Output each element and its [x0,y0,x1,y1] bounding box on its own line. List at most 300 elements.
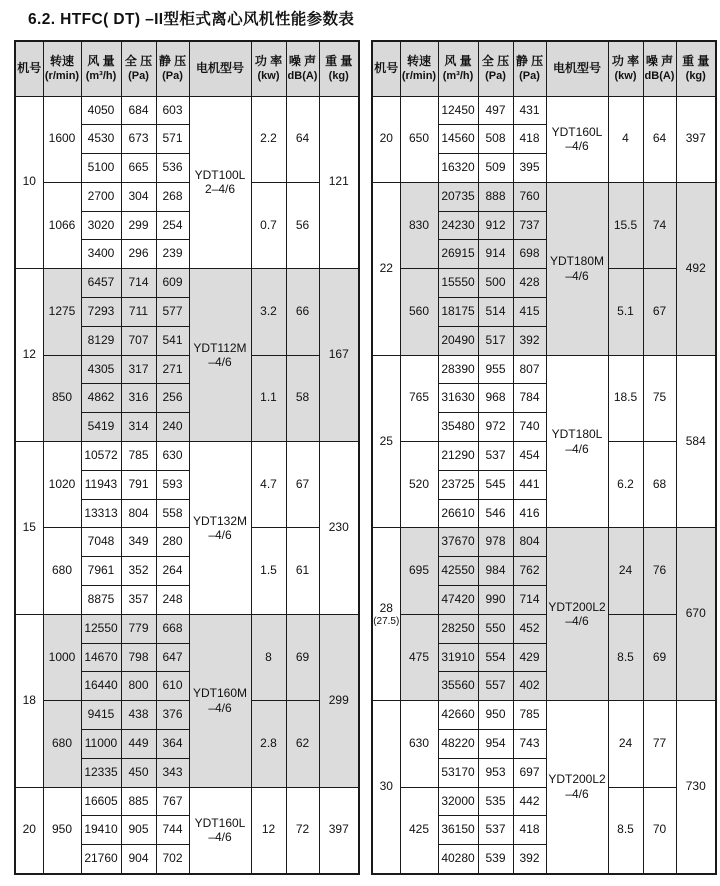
cell-noise: 70 [643,787,676,873]
cell-total-pressure: 791 [121,470,156,499]
cell-total-pressure: 978 [478,528,513,557]
cell-static-pressure: 239 [156,240,189,269]
column-header-airflow [81,41,121,96]
column-header-line2: (m³/h) [442,69,474,82]
cell-weight: 584 [676,355,716,528]
cell-static-pressure: 744 [156,816,189,845]
machine-no: 30 [379,778,393,793]
cell-airflow: 53170 [438,758,478,787]
cell-total-pressure: 539 [478,845,513,874]
cell-airflow: 16440 [81,672,121,701]
cell-power: 24 [608,528,643,614]
cell-total-pressure: 707 [121,326,156,355]
cell-speed: 1275 [43,269,81,355]
cell-noise: 68 [643,442,676,528]
table-row [15,269,359,298]
table-row [15,442,359,471]
cell-power: 4 [608,96,643,182]
cell-machine-no [15,96,43,269]
column-header-line1: 全 压 [124,54,153,69]
cell-total-pressure: 800 [121,672,156,701]
cell-total-pressure: 450 [121,758,156,787]
cell-static-pressure: 254 [156,211,189,240]
cell-static-pressure: 743 [513,730,546,759]
motor-model-line: –4/6 [208,527,232,542]
cell-static-pressure: 418 [513,125,546,154]
cell-airflow: 20490 [438,326,478,355]
column-header-line2: (Pa) [485,69,506,82]
cell-total-pressure: 984 [478,557,513,586]
cell-static-pressure: 452 [513,614,546,643]
column-header-line2: (kg) [328,69,349,82]
motor-model-line: YDT160L [551,124,603,139]
motor-model-line: YDT200L2 [548,599,606,614]
cell-noise: 64 [643,96,676,182]
cell-airflow: 12550 [81,614,121,643]
motor-model-line: 2–4/6 [204,182,236,197]
cell-machine-no [372,701,400,874]
column-header-power [251,41,286,96]
cell-static-pressure: 415 [513,298,546,327]
column-header-weight [676,41,716,96]
cell-airflow: 48220 [438,730,478,759]
motor-model-line: YDT180L [551,427,603,442]
cell-static-pressure: 418 [513,816,546,845]
cell-total-pressure: 665 [121,154,156,183]
cell-static-pressure: 807 [513,355,546,384]
cell-static-pressure: 416 [513,499,546,528]
cell-noise: 74 [643,182,676,268]
column-header-total-pressure [478,41,513,96]
table-row [15,614,359,643]
cell-noise: 76 [643,528,676,614]
cell-airflow: 4862 [81,384,121,413]
cell-motor-model [546,182,608,355]
cell-weight: 670 [676,528,716,701]
cell-total-pressure: 316 [121,384,156,413]
cell-static-pressure: 428 [513,269,546,298]
cell-noise: 66 [286,269,319,355]
cell-total-pressure: 557 [478,672,513,701]
cell-airflow: 21290 [438,442,478,471]
cell-total-pressure: 535 [478,787,513,816]
cell-total-pressure: 684 [121,96,156,125]
cell-airflow: 9415 [81,701,121,730]
cell-power: 4.7 [251,442,286,528]
cell-speed: 765 [400,355,438,441]
cell-power: 1.5 [251,528,286,614]
cell-speed: 1600 [43,96,81,182]
machine-no-alt: (27.5) [373,615,400,627]
cell-power: 8 [251,614,286,700]
cell-airflow: 11000 [81,730,121,759]
cell-airflow: 6457 [81,269,121,298]
cell-total-pressure: 296 [121,240,156,269]
table-row [372,787,716,816]
cell-noise: 75 [643,355,676,441]
cell-static-pressure: 248 [156,586,189,615]
cell-weight: 230 [319,442,359,615]
cell-motor-model [189,614,251,787]
cell-weight: 730 [676,701,716,874]
table-row [15,355,359,384]
motor-model-line: –4/6 [208,355,232,370]
table-row [15,787,359,816]
column-header-line1: 机号 [374,60,399,75]
cell-static-pressure: 343 [156,758,189,787]
machine-no: 22 [379,260,393,275]
table-row [372,269,716,298]
column-header-line2: dB(A) [287,69,318,82]
cell-airflow: 16605 [81,787,121,816]
cell-speed: 630 [400,701,438,787]
motor-model-line: YDT160M [192,686,248,701]
cell-total-pressure: 357 [121,586,156,615]
column-header-total-pressure [121,41,156,96]
cell-total-pressure: 497 [478,96,513,125]
column-header-line1: 风 量 [444,54,472,69]
cell-total-pressure: 954 [478,730,513,759]
column-header-speed [400,41,438,96]
motor-model-line: –4/6 [565,786,589,801]
cell-airflow: 13313 [81,499,121,528]
cell-airflow: 21760 [81,845,121,874]
column-header-line2: dB(A) [644,69,675,82]
cell-static-pressure: 558 [156,499,189,528]
cell-static-pressure: 536 [156,154,189,183]
cell-speed: 650 [400,96,438,182]
cell-total-pressure: 673 [121,125,156,154]
cell-total-pressure: 514 [478,298,513,327]
machine-no: 20 [22,822,36,837]
cell-power: 3.2 [251,269,286,355]
cell-airflow: 26610 [438,499,478,528]
cell-static-pressure: 256 [156,384,189,413]
cell-motor-model [189,787,251,873]
machine-no: 12 [22,347,36,362]
cell-static-pressure: 392 [513,326,546,355]
cell-static-pressure: 395 [513,154,546,183]
column-header-line1: 重 量 [325,54,353,69]
cell-airflow: 15550 [438,269,478,298]
cell-total-pressure: 352 [121,557,156,586]
machine-no: 20 [379,131,393,146]
cell-static-pressure: 784 [513,384,546,413]
motor-model-line: YDT132M [192,513,248,528]
cell-weight: 299 [319,614,359,787]
cell-static-pressure: 280 [156,528,189,557]
cell-airflow: 35560 [438,672,478,701]
column-header-line1: 电机型号 [552,60,601,75]
cell-airflow: 26915 [438,240,478,269]
cell-noise: 67 [643,269,676,355]
cell-airflow: 42660 [438,701,478,730]
cell-power: 18.5 [608,355,643,441]
cell-airflow: 32000 [438,787,478,816]
cell-airflow: 28390 [438,355,478,384]
cell-total-pressure: 500 [478,269,513,298]
column-header-line1: 功 率 [254,54,283,69]
table-row [15,182,359,211]
cell-airflow: 4530 [81,125,121,154]
cell-speed: 680 [43,701,81,787]
cell-power: 0.7 [251,182,286,268]
cell-total-pressure: 517 [478,326,513,355]
motor-model-line: –4/6 [565,139,589,154]
cell-noise: 67 [286,442,319,528]
cell-static-pressure: 760 [513,182,546,211]
cell-static-pressure: 698 [513,240,546,269]
cell-speed: 695 [400,528,438,614]
cell-machine-no [15,787,43,873]
cell-weight: 492 [676,182,716,355]
cell-speed: 1066 [43,182,81,268]
column-header-line1: 机号 [17,60,42,75]
cell-static-pressure: 571 [156,125,189,154]
motor-model-line: YDT100L [194,168,246,182]
column-header-line1: 电机型号 [195,60,244,75]
cell-airflow: 18175 [438,298,478,327]
cell-airflow: 12335 [81,758,121,787]
cell-speed: 680 [43,528,81,614]
table-row [372,96,716,125]
table-row [372,614,716,643]
cell-airflow: 7293 [81,298,121,327]
cell-power: 5.1 [608,269,643,355]
cell-static-pressure: 402 [513,672,546,701]
cell-airflow: 8875 [81,586,121,615]
right-performance-table [371,40,717,875]
cell-power: 12 [251,787,286,873]
cell-noise: 56 [286,182,319,268]
cell-static-pressure: 697 [513,758,546,787]
cell-speed: 425 [400,787,438,873]
column-header-line2: (Pa) [162,69,183,82]
machine-no: 18 [22,692,36,707]
cell-airflow: 19410 [81,816,121,845]
cell-airflow: 37670 [438,528,478,557]
cell-static-pressure: 737 [513,211,546,240]
motor-model-line: YDT160L [194,815,246,830]
cell-total-pressure: 885 [121,787,156,816]
machine-no: 28 [379,600,393,615]
cell-total-pressure: 545 [478,470,513,499]
cell-weight: 397 [676,96,716,182]
cell-noise: 61 [286,528,319,614]
cell-total-pressure: 299 [121,211,156,240]
cell-motor-model [546,96,608,182]
cell-airflow: 4050 [81,96,121,125]
cell-total-pressure: 785 [121,442,156,471]
motor-model-line: –4/6 [208,700,232,715]
cell-total-pressure: 955 [478,355,513,384]
column-header-line1: 转速 [406,54,431,69]
column-header-line1: 风 量 [87,54,115,69]
column-header-motor [189,41,251,96]
cell-total-pressure: 509 [478,154,513,183]
cell-total-pressure: 508 [478,125,513,154]
cell-total-pressure: 546 [478,499,513,528]
cell-airflow: 24230 [438,211,478,240]
column-header-line1: 静 压 [515,54,544,69]
column-header-noise [643,41,676,96]
cell-airflow: 47420 [438,586,478,615]
table-row [372,528,716,557]
cell-speed: 1000 [43,614,81,700]
cell-total-pressure: 714 [121,269,156,298]
motor-model-line: –4/6 [565,614,589,629]
cell-airflow: 40280 [438,845,478,874]
cell-total-pressure: 711 [121,298,156,327]
cell-weight: 397 [319,787,359,873]
cell-static-pressure: 785 [513,701,546,730]
cell-static-pressure: 767 [156,787,189,816]
cell-power: 24 [608,701,643,787]
cell-total-pressure: 914 [478,240,513,269]
cell-noise: 62 [286,701,319,787]
cell-static-pressure: 429 [513,643,546,672]
cell-power: 2.2 [251,96,286,182]
cell-machine-no [372,528,400,701]
cell-airflow: 42550 [438,557,478,586]
column-header-line1: 噪 声 [645,54,674,69]
column-header-line2: (kw) [257,69,280,82]
cell-static-pressure: 541 [156,326,189,355]
column-header-line1: 噪 声 [288,54,317,69]
cell-noise: 72 [286,787,319,873]
column-header-line2: (kg) [685,69,706,82]
cell-airflow: 5100 [81,154,121,183]
cell-total-pressure: 438 [121,701,156,730]
cell-speed: 950 [43,787,81,873]
cell-static-pressure: 392 [513,845,546,874]
cell-motor-model [546,701,608,874]
cell-machine-no [15,614,43,787]
cell-total-pressure: 953 [478,758,513,787]
cell-motor-model [546,355,608,528]
cell-total-pressure: 905 [121,816,156,845]
column-header-line2: (kw) [614,69,637,82]
column-header-machine [372,41,400,96]
cell-total-pressure: 990 [478,586,513,615]
cell-total-pressure: 912 [478,211,513,240]
cell-speed: 830 [400,182,438,268]
cell-airflow: 14560 [438,125,478,154]
cell-static-pressure: 454 [513,442,546,471]
cell-static-pressure: 268 [156,182,189,211]
cell-motor-model [189,269,251,442]
motor-model-line: YDT180M [549,254,605,269]
cell-machine-no [15,269,43,442]
cell-total-pressure: 904 [121,845,156,874]
cell-noise: 64 [286,96,319,182]
cell-static-pressure: 364 [156,730,189,759]
cell-total-pressure: 968 [478,384,513,413]
left-performance-table [14,40,360,875]
cell-total-pressure: 554 [478,643,513,672]
cell-total-pressure: 349 [121,528,156,557]
column-header-line1: 静 压 [158,54,187,69]
cell-static-pressure: 647 [156,643,189,672]
cell-power: 8.5 [608,614,643,700]
cell-static-pressure: 264 [156,557,189,586]
column-header-power [608,41,643,96]
cell-speed: 560 [400,269,438,355]
cell-static-pressure: 630 [156,442,189,471]
motor-model-line: –4/6 [565,441,589,456]
cell-airflow: 10572 [81,442,121,471]
table-row [15,528,359,557]
cell-power: 8.5 [608,787,643,873]
cell-static-pressure: 271 [156,355,189,384]
cell-static-pressure: 593 [156,470,189,499]
page-title: 6.2. HTFC( DT) –II型柜式离心风机性能参数表 [28,11,355,28]
cell-speed: 520 [400,442,438,528]
cell-total-pressure: 537 [478,816,513,845]
cell-static-pressure: 441 [513,470,546,499]
cell-static-pressure: 740 [513,413,546,442]
cell-airflow: 3020 [81,211,121,240]
cell-static-pressure: 714 [513,586,546,615]
cell-weight: 121 [319,96,359,269]
cell-power: 2.8 [251,701,286,787]
column-header-line1: 转速 [49,54,74,69]
column-header-airflow [438,41,478,96]
cell-airflow: 31630 [438,384,478,413]
cell-static-pressure: 668 [156,614,189,643]
motor-model-line: YDT112M [193,340,247,355]
cell-airflow: 23725 [438,470,478,499]
cell-static-pressure: 804 [513,528,546,557]
cell-static-pressure: 442 [513,787,546,816]
cell-total-pressure: 804 [121,499,156,528]
cell-power: 1.1 [251,355,286,441]
cell-total-pressure: 449 [121,730,156,759]
cell-speed: 850 [43,355,81,441]
motor-model-line: YDT200L2 [548,772,606,787]
table-row [372,355,716,384]
table-row [15,701,359,730]
cell-speed: 1020 [43,442,81,528]
cell-total-pressure: 950 [478,701,513,730]
column-header-line2: (r/min) [401,69,437,82]
column-header-machine [15,41,43,96]
column-header-weight [319,41,359,96]
column-header-line1: 全 压 [481,54,510,69]
column-header-noise [286,41,319,96]
column-header-line2: (r/min) [44,69,80,82]
cell-airflow: 3400 [81,240,121,269]
cell-airflow: 16320 [438,154,478,183]
cell-total-pressure: 537 [478,442,513,471]
cell-machine-no [372,182,400,355]
column-header-motor [546,41,608,96]
cell-airflow: 20735 [438,182,478,211]
column-header-static-pressure [156,41,189,96]
column-header-line2: (Pa) [519,69,540,82]
cell-total-pressure: 779 [121,614,156,643]
cell-airflow: 11943 [81,470,121,499]
cell-static-pressure: 762 [513,557,546,586]
cell-total-pressure: 972 [478,413,513,442]
cell-airflow: 35480 [438,413,478,442]
column-header-speed [43,41,81,96]
table-row [15,96,359,125]
column-header-line2: (m³/h) [85,69,117,82]
cell-noise: 77 [643,701,676,787]
tables-container [14,40,717,875]
cell-airflow: 8129 [81,326,121,355]
